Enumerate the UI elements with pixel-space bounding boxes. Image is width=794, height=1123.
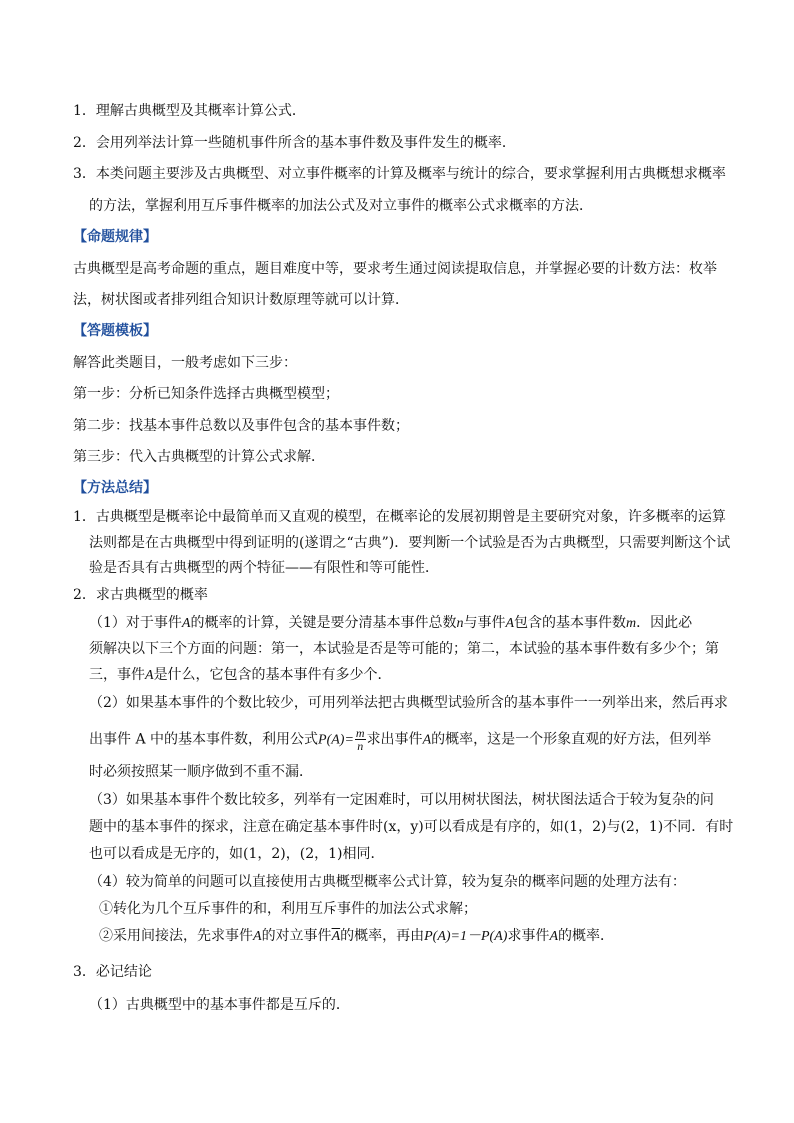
var-a: A [505, 616, 515, 631]
var-a: A [145, 668, 154, 683]
p2-4-line-3: ②采用间接法，先求事件A的对立事件$\overline{A}$的概率，再由P(A)=1－P(A)求事件A的概率． [99, 928, 614, 944]
p2-1-line-2: 须解决以下三个方面的问题：第一，本试验是否是等可能的；第二，本试验的基本事件数有多少个；第 [89, 641, 719, 657]
var-a: A [181, 616, 191, 631]
template-line-2: 第一步：分析已知条件选择古典概型模型； [73, 386, 339, 402]
goal-3-cont: 的方法，掌握利用互斥事件概率的加法公式及对立事件的概率公式求概率的方法． [89, 198, 593, 214]
p3-1-line: （1）古典概型中的基本事件都是互斥的． [89, 997, 350, 1013]
var-a: A [549, 929, 558, 944]
goal-3: 3．本类问题主要涉及古典概型、对立事件概率的计算及概率与统计的综合，要求掌握利用古典概想求概率 [73, 166, 726, 182]
p2-2-line-3: 时必须按照某一顺序做到不重不漏． [89, 764, 313, 780]
p2-3-line-3: 也可以看成是无序的，如(1，2)，(2，1)相同． [89, 846, 385, 862]
p2-1-line-3: 三，事件A是什么，它包含的基本事件有多少个． [89, 667, 392, 683]
template-line-1: 解答此类题目，一般考虑如下三步： [73, 355, 297, 371]
p2-2-line-1: （2）如果基本事件的个数比较少，可用列举法把古典概型试验所含的基本事件一一列举出来，然后再求 [89, 695, 728, 711]
summary-p3-title: 3．必记结论 [73, 964, 152, 980]
summary-p1-line-3: 验是否具有古典概型的两个特征——有限性和等可能性． [89, 560, 439, 576]
p2-2-line-2: 出事件 A 中的基本事件数，利用公式P(A)= $\frac{m}{n}$ 求出事件A的概率，这是一个形象直观的好方法，但列举 [89, 726, 712, 753]
p2-3-line-1: （3）如果基本事件个数比较多，列举有一定困难时，可以用树状图法，树状图法适合于较为复杂的问 [89, 792, 714, 808]
summary-p1-line-2: 法则都是在古典概型中得到证明的(遂谓之“古典”)．要判断一个试验是否为古典概型，只需要判断这个试 [89, 535, 731, 551]
template-line-4: 第三步：代入古典概型的计算公式求解． [73, 449, 325, 465]
rule-heading: 【命题规律】 [73, 229, 157, 245]
template-line-3: 第二步：找基本事件总数以及事件包含的基本事件数； [73, 418, 409, 434]
p2-1-line-1: （1）对于事件A的概率的计算，关键是要分清基本事件总数n与事件A包含的基本事件数m．因此必 [89, 615, 693, 631]
rule-line-1: 古典概型是高考命题的重点，题目难度中等，要求考生通过阅读提取信息，并掌握必要的计数方法：枚举 [73, 261, 717, 277]
summary-p1-line-1: 1．古典概型是概率论中最简单而又直观的模型，在概率论的发展初期曾是主要研究对象，许多概率的运算 [73, 509, 726, 525]
var-m: m [626, 616, 637, 631]
probability-formula: P(A)= [318, 732, 354, 748]
var-a: A [422, 732, 432, 748]
var-a-complement: $\overline{A}$ [331, 929, 341, 944]
template-heading: 【答题模板】 [73, 323, 157, 339]
complement-formula: P(A)=1－P(A) [424, 929, 508, 944]
p2-4-line-2: ①转化为几个互斥事件的和，利用互斥事件的加法公式求解； [99, 901, 477, 917]
goal-1: 1．理解古典概型及其概率计算公式． [73, 103, 306, 119]
summary-p2-title: 2．求古典概型的概率 [73, 587, 208, 603]
var-n: n [456, 616, 464, 631]
p2-4-line-1: （4）较为简单的问题可以直接使用古典概型概率公式计算，较为复杂的概率问题的处理方法有： [89, 874, 686, 890]
summary-heading: 【方法总结】 [73, 480, 157, 496]
goal-2: 2．会用列举法计算一些随机事件所含的基本事件数及事件发生的概率． [73, 135, 516, 151]
p2-3-line-2: 题中的基本事件的探求，注意在确定基本事件时(x，y)可以看成是有序的，如(1，2)与(2，1)不同．有时 [89, 819, 734, 835]
var-a: A [253, 929, 262, 944]
rule-line-2: 法，树状图或者排列组合知识计数原理等就可以计算． [73, 292, 409, 308]
fraction-m-over-n: $\frac{m}{n}$ [355, 726, 365, 753]
